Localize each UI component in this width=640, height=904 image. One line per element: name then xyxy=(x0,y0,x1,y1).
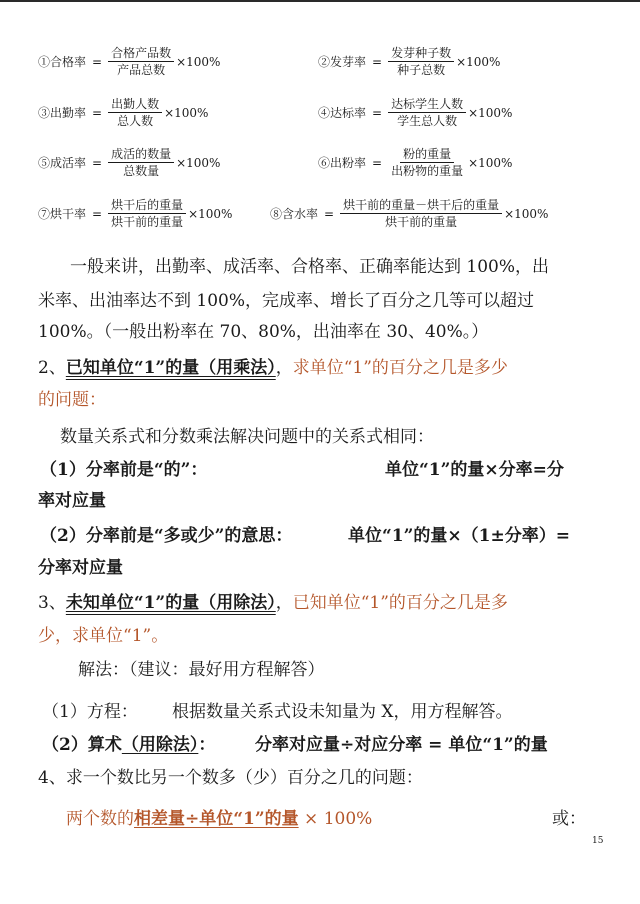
equals-sign: = xyxy=(92,105,103,120)
section3-arith-row xyxy=(42,734,215,756)
equals-sign: = xyxy=(372,105,383,120)
section2-intro: 数量关系式和分数乘法解决问题中的关系式相同： xyxy=(60,427,434,447)
fraction xyxy=(388,147,466,178)
section-number: 2、 xyxy=(38,358,66,378)
section-number: 3、 xyxy=(38,593,66,613)
formula-germination-rate xyxy=(318,46,500,77)
section3-equation-label: （1）方程： xyxy=(42,702,138,722)
formula-moisture-rate xyxy=(270,198,548,229)
multiplier: ×100% xyxy=(468,105,513,120)
denominator: 种子总数 xyxy=(397,63,446,77)
section2-case2-cont: 分率对应量 xyxy=(38,558,123,578)
formula-label: ⑧含水率 xyxy=(270,207,319,221)
formula-label: ②发芽率 xyxy=(318,55,367,69)
equals-sign: = xyxy=(92,54,103,69)
section3-equation-text: 根据数量关系式设未知量为 X，用方程解答。 xyxy=(172,702,513,722)
fraction xyxy=(108,198,186,229)
multiplier: ×100% xyxy=(164,105,209,120)
numerator: 成活的数量 xyxy=(108,147,174,163)
section2-case2-label: （2）分率前是“多或少”的意思： xyxy=(40,526,293,546)
section2-question-cont: 的问题： xyxy=(38,390,106,410)
equals-sign: = xyxy=(92,206,103,221)
numerator: 烘干后的重量 xyxy=(108,198,186,214)
arith-method: （用除法） xyxy=(121,735,199,755)
numerator: 出勤人数 xyxy=(108,97,162,113)
section3-heading-row xyxy=(38,592,508,614)
denominator: 出粉物的重量 xyxy=(391,164,464,178)
formula-standard-rate xyxy=(318,97,512,128)
fraction xyxy=(108,147,174,178)
numerator: 合格产品数 xyxy=(108,46,174,62)
fraction xyxy=(108,97,162,128)
top-border xyxy=(0,0,640,2)
fraction xyxy=(340,198,502,229)
formula-mid: 相差量÷单位“1”的量 xyxy=(134,809,299,829)
multiplier: ×100% xyxy=(456,54,501,69)
section3-method: 解法：（建议：最好用方程解答） xyxy=(78,660,325,680)
numerator: 达标学生人数 xyxy=(388,97,466,113)
multiplier: ×100% xyxy=(468,155,513,170)
formula-prefix: 两个数的 xyxy=(66,809,134,829)
formula-drying-rate xyxy=(38,198,232,229)
arith-label: （2）算术 xyxy=(42,735,122,755)
page-number: 15 xyxy=(592,836,604,846)
section4-or: 或： xyxy=(552,809,586,829)
numerator: 粉的重量 xyxy=(400,147,454,163)
equals-sign: = xyxy=(92,155,103,170)
equals-sign: = xyxy=(372,54,383,69)
formula-label: ⑦烘干率 xyxy=(38,207,87,221)
multiplier: ×100% xyxy=(176,155,221,170)
denominator: 学生总人数 xyxy=(397,114,458,128)
fraction xyxy=(388,46,454,77)
denominator: 烘干前的重量 xyxy=(111,215,184,229)
formula-label: ①合格率 xyxy=(38,55,87,69)
comma: ， xyxy=(275,593,293,613)
formula-label: ④达标率 xyxy=(318,106,367,120)
formula-label: ③出勤率 xyxy=(38,106,87,120)
numerator: 发芽种子数 xyxy=(388,46,454,62)
multiplier: ×100% xyxy=(188,206,233,221)
formula-attendance-rate xyxy=(38,97,208,128)
section2-case2-formula: 单位“1”的量×（1±分率）= xyxy=(348,526,570,546)
section4-heading: 4、求一个数比另一个数多（少）百分之几的问题： xyxy=(38,768,423,788)
colon: ： xyxy=(198,735,216,755)
denominator: 产品总数 xyxy=(117,63,166,77)
section2-case1-formula: 单位“1”的量×分率=分 xyxy=(385,460,564,480)
formula-pass-rate xyxy=(38,46,220,77)
section2-case1-label: （1）分率前是“的”： xyxy=(40,460,208,480)
denominator: 烘干前的重量 xyxy=(385,215,458,229)
comma: ， xyxy=(275,358,293,378)
paragraph-line: 米率、出油率达不到 100%，完成率、增长了百分之几等可以超过 xyxy=(38,291,535,311)
section2-case1-cont: 率对应量 xyxy=(38,491,106,511)
denominator: 总数量 xyxy=(123,164,160,178)
formula-label: ⑥出粉率 xyxy=(318,156,367,170)
section3-heading: 未知单位“1”的量（用除法） xyxy=(65,593,276,613)
section4-formula xyxy=(66,808,372,830)
section3-question-cont: 少，求单位“1”。 xyxy=(38,626,169,646)
section3-arith-formula: 分率对应量÷对应分率 = 单位“1”的量 xyxy=(255,735,548,755)
fraction xyxy=(388,97,466,128)
denominator: 总人数 xyxy=(117,114,154,128)
equals-sign: = xyxy=(372,155,383,170)
section2-heading-row xyxy=(38,357,508,379)
numerator: 烘干前的重量－烘干后的重量 xyxy=(340,198,502,214)
section2-heading: 已知单位“1”的量（用乘法） xyxy=(65,358,276,378)
paragraph-line: 100%。（一般出粉率在 70、80%，出油率在 30、40%。） xyxy=(38,322,489,342)
section3-question: 已知单位“1”的百分之几是多 xyxy=(292,593,508,613)
formula-label: ⑤成活率 xyxy=(38,156,87,170)
paragraph-line: 一般来讲，出勤率、成活率、合格率、正确率能达到 100%，出 xyxy=(70,257,550,277)
multiplier: ×100% xyxy=(176,54,221,69)
equals-sign: = xyxy=(324,206,335,221)
multiplier: ×100% xyxy=(504,206,549,221)
section2-question: 求单位“1”的百分之几是多少 xyxy=(292,358,508,378)
formula-flour-rate xyxy=(318,147,512,178)
fraction xyxy=(108,46,174,77)
formula-suffix: × 100% xyxy=(298,809,373,829)
formula-survival-rate xyxy=(38,147,220,178)
